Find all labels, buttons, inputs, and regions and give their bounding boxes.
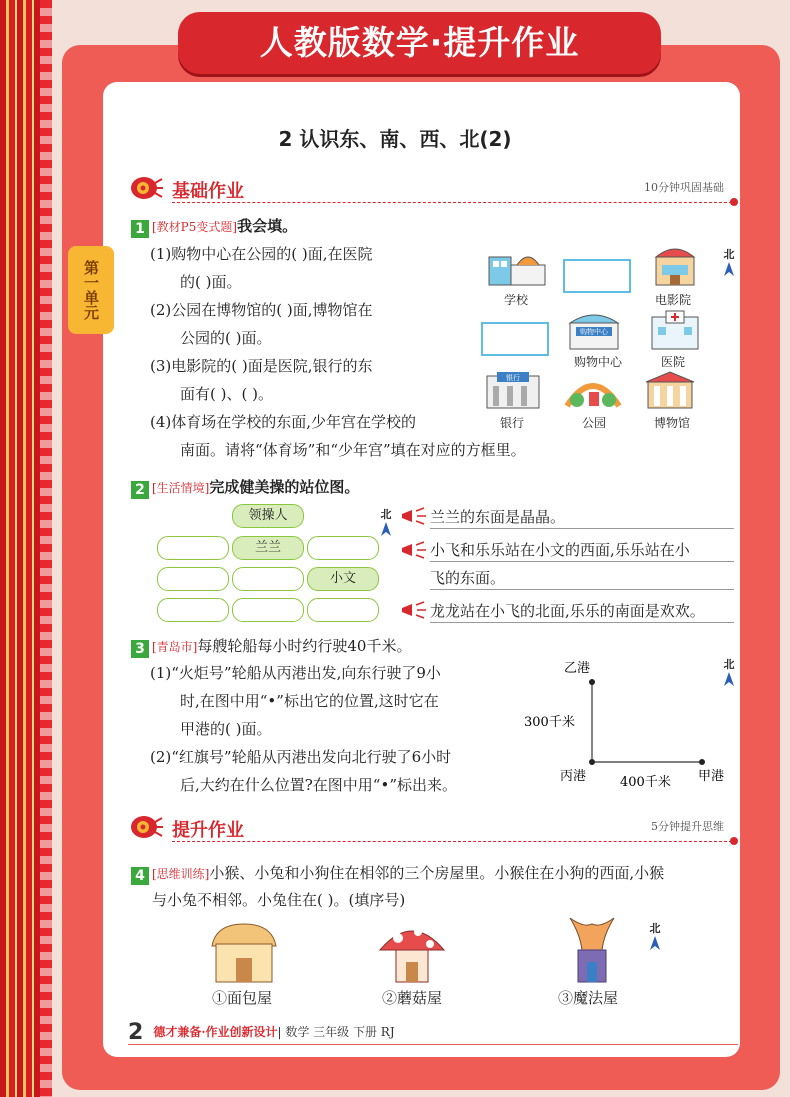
question-tag: [青岛市] — [152, 640, 198, 654]
north-indicator — [722, 656, 736, 686]
question-number: 2 — [131, 481, 149, 499]
position-slot[interactable] — [157, 536, 229, 560]
position-slot[interactable] — [232, 598, 304, 622]
clue-text: 兰兰的东面是晶晶。 — [430, 508, 566, 526]
question-number: 1 — [131, 220, 149, 238]
hospital-building-icon — [648, 309, 702, 351]
house-label-mushroom: ②蘑菇屋 — [381, 989, 442, 1007]
q1-line: (2)公园在博物馆的( )面,博物馆在 — [150, 301, 373, 319]
question-number: 4 — [131, 867, 149, 885]
clue-text: 飞的东面。 — [430, 569, 506, 587]
north-arrow-icon — [650, 936, 660, 950]
section-basic-title: 基础作业 — [172, 181, 244, 202]
q3-line: 时,在图中用“•”标出它的位置,这时它在 — [180, 692, 439, 710]
lanlan-pill: 兰兰 — [232, 536, 304, 560]
unit-tab: 第一单元 — [68, 246, 114, 334]
footer-divider — [128, 1044, 738, 1045]
bank-sign-text: 银行 — [506, 374, 520, 382]
footer-brand: 德才兼备·作业创新设计 — [153, 1025, 278, 1039]
decorative-left-border — [0, 0, 52, 1097]
port-bing-dot — [589, 759, 595, 765]
building-label-hospital: 医院 — [660, 355, 685, 369]
magic-house-icon — [560, 914, 624, 986]
q1-line: 公园的( )面。 — [180, 329, 272, 347]
north-label: 北 — [380, 508, 392, 521]
bank-building-icon — [483, 370, 543, 410]
building-label-bank: 银行 — [499, 416, 524, 430]
answer-box-north[interactable] — [563, 259, 631, 293]
megaphone-clue-icon — [400, 600, 428, 620]
position-slot[interactable] — [157, 567, 229, 591]
cinema-building-icon — [650, 243, 700, 289]
building-label-park: 公园 — [581, 416, 606, 430]
answer-box-west[interactable] — [481, 322, 549, 356]
megaphone-icon — [128, 173, 164, 203]
house-label-magic: ③魔法屋 — [557, 989, 618, 1007]
section-advanced-header — [128, 812, 738, 844]
question-2-header — [131, 474, 359, 501]
building-label-museum: 博物馆 — [653, 416, 690, 430]
section-basic-note: 10分钟巩固基础 — [644, 181, 724, 194]
q3-line: (2)“红旗号”轮船从丙港出发向北行驶了6小时 — [150, 748, 452, 766]
question-tag: [思维训练] — [152, 867, 210, 881]
underline — [430, 561, 734, 562]
north-arrow-icon — [381, 522, 391, 536]
q1-line: 面有( )、( )。 — [180, 385, 273, 403]
north-indicator — [722, 246, 736, 276]
q4-line: 与小兔不相邻。小兔住在( )。(填序号) — [152, 891, 406, 909]
north-label: 北 — [723, 248, 735, 261]
port-map-diagram — [520, 650, 750, 800]
clue-text: 小飞和乐乐站在小文的西面,乐乐站在小 — [430, 541, 690, 559]
question-heading: 每艘轮船每小时约行驶40千米。 — [197, 637, 412, 655]
underline — [430, 622, 734, 623]
question-number: 3 — [131, 640, 149, 658]
section-advanced-note: 5分钟提升思维 — [651, 820, 724, 833]
leader-pill: 领操人 — [232, 504, 304, 528]
school-building-icon — [481, 245, 551, 289]
north-arrow-icon — [724, 262, 734, 276]
q1-line: 的( )面。 — [180, 273, 242, 291]
north-arrow-icon — [724, 672, 734, 686]
megaphone-clue-icon — [400, 506, 428, 526]
mall-sign-text: 购物中心 — [580, 328, 608, 336]
q3-line: 后,大约在什么位置?在图中用“•”标出来。 — [180, 776, 457, 794]
section-divider — [172, 841, 732, 842]
mall-building-icon — [566, 307, 622, 351]
underline — [430, 589, 734, 590]
port-yi-dot — [589, 679, 595, 685]
megaphone-icon — [128, 812, 164, 842]
section-advanced-title: 提升作业 — [172, 820, 244, 841]
building-label-mall: 购物中心 — [573, 355, 622, 369]
park-icon — [563, 370, 623, 410]
question-1-header — [131, 213, 297, 240]
section-divider — [172, 202, 732, 203]
underline — [430, 528, 734, 529]
page-number: 2 — [128, 1020, 144, 1045]
question-heading: 完成健美操的站位图。 — [209, 478, 360, 496]
position-slot[interactable] — [307, 598, 379, 622]
north-label: 北 — [723, 658, 735, 671]
port-jia-label: 甲港 — [698, 769, 725, 784]
north-indicator — [648, 920, 662, 950]
question-4-header — [131, 860, 664, 887]
q3-line: 甲港的( )面。 — [180, 720, 272, 738]
megaphone-clue-icon — [400, 540, 428, 560]
lesson-title: 2 认识东、南、西、北(2) — [278, 127, 512, 151]
port-jia-dot — [699, 759, 705, 765]
banner-title: 人教版数学·提升作业 — [259, 23, 580, 62]
question-3-header — [131, 633, 411, 660]
building-label-school: 学校 — [503, 293, 528, 307]
house-label-bread: ①面包屋 — [211, 989, 272, 1007]
q1-line: (3)电影院的( )面是医院,银行的东 — [150, 357, 373, 375]
bread-house-icon — [206, 920, 282, 986]
top-banner — [178, 12, 661, 74]
q1-line: (1)购物中心在公园的( )面,在医院 — [150, 245, 373, 263]
building-label-cinema: 电影院 — [654, 293, 691, 307]
distance-vertical-label: 300千米 — [524, 715, 575, 730]
north-indicator — [379, 506, 393, 536]
position-slot[interactable] — [232, 567, 304, 591]
q3-line: (1)“火炬号”轮船从丙港出发,向东行驶了9小 — [150, 664, 441, 682]
q1-line: (4)体育场在学校的东面,少年宫在学校的 — [150, 413, 417, 431]
section-basic-header — [128, 173, 738, 205]
port-bing-label: 丙港 — [560, 769, 587, 784]
distance-horizontal-label: 400千米 — [620, 775, 671, 790]
position-slot[interactable] — [307, 536, 379, 560]
q1-line: 南面。请将“体育场”和“少年宫”填在对应的方框里。 — [180, 441, 526, 459]
museum-building-icon — [642, 370, 698, 410]
clue-text: 龙龙站在小飞的北面,乐乐的南面是欢欢。 — [430, 602, 705, 620]
question-tag: [生活情境] — [152, 481, 210, 495]
north-label: 北 — [649, 922, 661, 935]
question-tag: [教材P5变式题] — [152, 220, 238, 234]
footer-info: | 数学 三年级 下册 RJ — [277, 1025, 395, 1039]
xiaowen-pill: 小文 — [307, 567, 379, 591]
page-footer — [128, 1020, 395, 1045]
mushroom-house-icon — [376, 920, 448, 986]
port-yi-label: 乙港 — [564, 661, 591, 676]
question-text: 小猴、小兔和小狗住在相邻的三个房屋里。小猴住在小狗的西面,小猴 — [209, 864, 665, 882]
question-heading: 我会填。 — [237, 217, 298, 235]
position-slot[interactable] — [157, 598, 229, 622]
